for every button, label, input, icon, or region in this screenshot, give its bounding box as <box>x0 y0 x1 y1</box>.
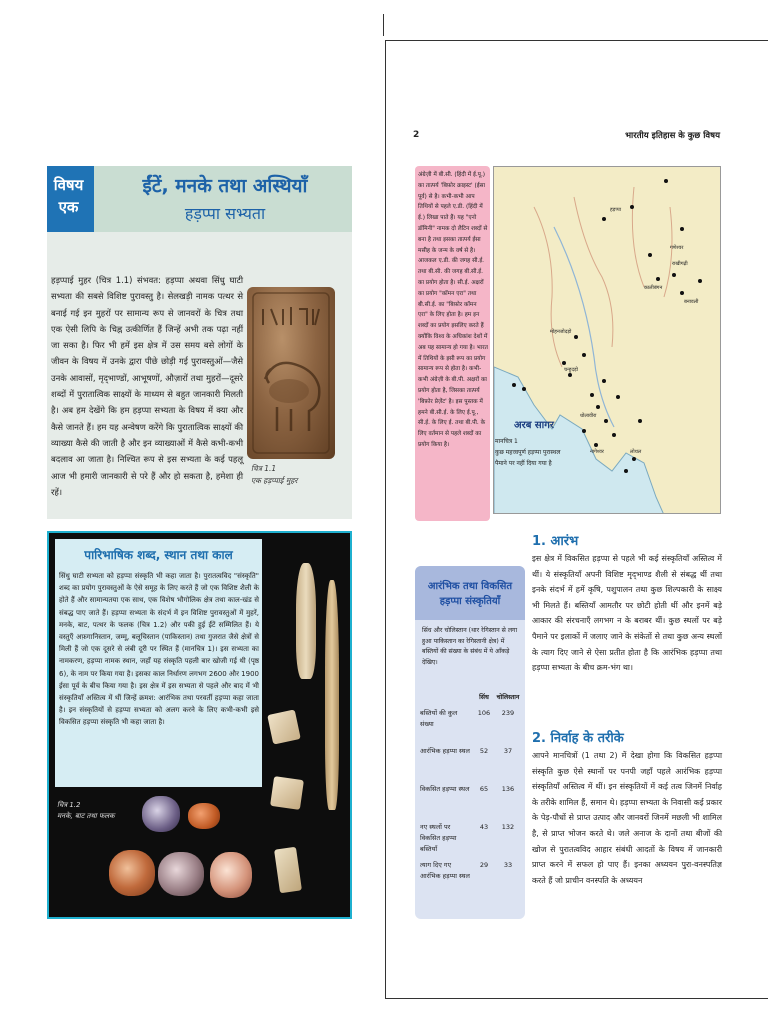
table-header: सिंध <box>479 694 489 701</box>
table-row-label: विकसित हड़प्पा स्थल <box>420 785 470 793</box>
table-cell-sindh: 65 <box>479 785 489 793</box>
harappan-seal-image <box>247 287 335 459</box>
stone-weight-image <box>270 776 304 810</box>
table-cell-sindh: 29 <box>479 861 489 869</box>
table-cell-cholistan: 132 <box>501 823 515 831</box>
page-number: 2 <box>413 130 420 140</box>
bead-image <box>210 852 252 898</box>
seal-caption <box>251 463 331 487</box>
map-label-dholavira: धोलावीरा <box>580 413 597 419</box>
section-1-paragraph: इस क्षेत्र में विकसित हड़प्पा से पहले भी कई संस्कृतियाँ अस्तित्व में थीं। ये संस्कृतियाँ अपनी विशिष्ट मृद्‌भाण्ड शैली से संबद्ध थीं तथा इनके संदर्भ में हमें कृषि, पशुपालन तथा कुछ शिल्पकारी के साक्ष्य भी मिलते हैं। बस्तियाँ आमतौर पर छोटी होती थीं और इनमें बड़े आकार की संरचनाएँ लगभग न के बराबर थीं। कुछ स्थलों पर बड़े पैमाने पर इलाकों में जलाए जाने के संकेतों से तथा कुछ अन्य स्थलों के त्याग दिए जाने से ऐसा प्रतीत होता है कि आरंभिक हड़प्पा तथा हड़प्पा सभ्यता के बीच क्रम-भंग था। <box>532 554 722 673</box>
bead-image <box>142 796 180 832</box>
stone-blade-image <box>325 580 339 810</box>
map-sea-label: अरब सागर <box>514 420 554 431</box>
bead-image <box>109 850 155 896</box>
table-cell-sindh: 52 <box>479 747 489 755</box>
bead-image <box>158 852 204 896</box>
terms-box-title: पारिभाषिक शब्द, स्थान तथा काल <box>84 548 233 562</box>
seal-caption-number: चित्र 1.1 <box>251 464 277 473</box>
table-row <box>420 708 520 746</box>
intro-paragraph: हड़प्पाई मुहर (चित्र 1.1) संभवत: हड़प्पा अथवा सिंधु घाटी सभ्यता की सबसे विशिष्ट पुरावस्तु है। सेलखड़ी नामक पत्थर से बनाई गई इन मुहरों पर सामान्य रूप से जानवरों के चित्र तथा एक ऐसी लिपि के चिह्न उत्कीर्णित हैं जिन्हें अभी तक पढ़ा नहीं जा सका है। फिर भी हमें इस क्षेत्र में उस समय बसे लोगों के जीवन के विषय में उनके द्वारा पीछे छोड़ी गई पुरावस्तुओं—जैसे उनके आवासों, मृद्‌भाण्डों, आभूषणों, औज़ारों तथा मुहरों—दूसरे शब्दों में पुरातात्विक साक्ष्यों के माध्यम से बहुत जानकारी मिलती है। अब हम देखेंगे कि हम हड़प्पा सभ्यता के विषय में क्या और कैसे जानते हैं। हम यह अन्वेषण करेंगे कि पुरातात्विक साक्ष्यों की व्याख्या कैसे की जाती है और इन व्याख्याओं में कैसे कभी-कभी बदलाव आ जाता है। निश्चित रूप से इस सभ्यता के कई पहलू आज भी हमारी जानकारी से परे हैं और हो सकता है, हमेशा ही रहें। <box>51 275 243 497</box>
table-cell-cholistan: 136 <box>501 785 515 793</box>
running-head: भारतीय इतिहास के कुछ विषय <box>625 131 720 141</box>
beads-caption-number: चित्र 1.2 <box>57 801 81 809</box>
page-divider-tick <box>383 14 384 36</box>
table-row-label: आरंभिक हड़प्पा स्थल <box>420 747 470 755</box>
table-cell-sindh: 106 <box>477 709 491 717</box>
table-cell-cholistan: 239 <box>501 709 515 717</box>
stone-weight-image <box>267 709 301 744</box>
settlements-table <box>420 692 520 898</box>
table-cell-sindh: 43 <box>479 823 489 831</box>
page-border-top <box>385 40 768 41</box>
page-border-bottom <box>385 998 768 999</box>
table-row <box>420 860 520 898</box>
section-2-heading: 2. निर्वाह के तरीके <box>532 731 624 746</box>
table-header <box>420 692 472 708</box>
bead-image <box>188 803 220 829</box>
table-header-row <box>420 692 520 708</box>
settlements-side-box-intro: सिंध और चोलिस्तान (थार रेगिस्तान से लगा हुआ पाकिस्तान का रेगिस्तानी क्षेत्र) में बस्तियों की संख्या के संबंध में ये आँकड़े देखिए। <box>422 627 518 666</box>
date-notation-note-text: अंग्रेज़ी में बी.सी. (हिंदी में ई.पू.) का तात्पर्य 'बिफ़ोर क्राइस्ट' (ईसा पूर्व) से है। कभी-कभी आप तिथियों से पहले ए.डी. (हिंदी में ई.) लिखा पाते हैं। यह "एनो डॉमिनी" नामक दो लैटिन शब्दों से बना है तथा इसका तात्पर्य ईसा मसीह के जन्म के वर्ष से है। आजकल ए.डी. की जगह सी.ई. तथा बी.सी. की जगह बी.सी.ई. का प्रयोग होता है। सी.ई. अक्षरों का प्रयोग "कॉमन एरा" तथा बी.सी.ई. का "बिफ़ोर कॉमन एरा" के लिए होता है। हम इन शब्दों का प्रयोग इसलिए करते हैं क्योंकि विश्व के अधिकांश देशों में अब यह सामान्य हो गया है। भारत में तिथियों के इसी रूप का प्रयोग सामान्य रूप से होता है। कभी-कभी अंग्रेज़ी के बी.पी. अक्षरों का प्रयोग होता है, जिसका तात्पर्य 'बिफ़ोर प्रेज़ेंट' है। इस पुस्तक में हमने बी.सी.ई. के लिए ई.पू., सी.ई. के लिए ई. तथा बी.पी. के लिए वर्तमान से पहले शब्दों का प्रयोग किया है। <box>418 172 488 448</box>
table-row-label: त्याग दिए गए आरंभिक हड़प्पा स्थल <box>420 861 470 880</box>
map-caption-number: मानचित्र 1 <box>495 438 518 445</box>
table-cell-cholistan: 33 <box>503 861 513 869</box>
map-label-banawali: बनावली <box>684 299 699 305</box>
section-1-heading: 1. आरंभ <box>532 534 579 549</box>
table-header: चोलिस्तान <box>496 694 520 701</box>
chapter-label <box>47 166 90 232</box>
map-label-chanhudaro: चन्हुदड़ो <box>564 367 578 373</box>
beads-caption <box>57 800 137 822</box>
chapter-label-line2: एक <box>58 198 79 216</box>
beads-caption-text: मनके, बाट तथा फलक <box>57 812 115 820</box>
chapter-subtitle: हड़प्पा सभ्यता <box>184 204 266 223</box>
map-scale-note: पैमाने पर नहीं दिया गया है <box>495 460 552 467</box>
stone-blade-image <box>296 563 316 679</box>
table-cell-cholistan: 37 <box>503 747 513 755</box>
chapter-title: ईंटें, मनके तथा अस्थियाँ <box>142 175 308 197</box>
map-label-kalibangan: कालीबंगन <box>644 285 663 291</box>
seal-caption-text: एक हड़प्पाई मुहर <box>251 476 298 485</box>
section-2-paragraph: आपने मानचित्रों (1 तथा 2) में देखा होगा कि विकसित हड़प्पा संस्कृति कुछ ऐसे स्थानों पर पनपी जहाँ पहले आरंभिक हड़प्पा संस्कृतियाँ अस्तित्व में थीं। इन संस्कृतियों में कई तत्व जिनमें निर्वाह के तरीके शामिल हैं, समान थे। हड़प्पा सभ्यता के निवासी कई प्रकार के पेड़-पौधों से प्राप्त उत्पाद और जानवरों जिनमें मछली भी शामिल है, से प्राप्त भोजन करते थे। जले अनाज के दानों तथा बीजों की खोज से पुरातत्वविद आहार संबंधी आदतों के विषय में जानकारी प्राप्त करने में सफल हो पाए हैं। इनका अध्ययन पुरा-वनस्पतिज्ञ करते हैं जो प्राचीन वनस्पति के अध्ययन <box>532 751 722 885</box>
map-label-lothal: लोथल <box>630 449 642 455</box>
page-border-left <box>385 40 386 998</box>
terms-box-text: सिंधु घाटी सभ्यता को हड़प्पा संस्कृति भी कहा जाता है। पुरातत्वविद "संस्कृति" शब्द का प्रयोग पुरावस्तुओं के ऐसे समूह के लिए करते हैं जो एक विशिष्ट शैली के होते हैं और सामान्यतया एक साथ, एक विशेष भौगोलिक क्षेत्र तथा काल-खंड से संबद्ध पाए जाते हैं। हड़प्पा सभ्यता के संदर्भ में इन विशिष्ट पुरावस्तुओं में मुहरें, मनके, बाट, पत्थर के फलक (चित्र 1.2) और पकी हुई ईंटें सम्मिलित हैं। ये वस्तुएँ अफ़गानिस्तान, जम्मू, बलूचिस्तान (पाकिस्तान) तथा गुजरात जैसे क्षेत्रों से मिली हैं जो एक दूसरे से लंबी दूरी पर स्थित हैं (मानचित्र 1)। इस सभ्यता का नामकरण, हड़प्पा नामक स्थान, जहाँ यह संस्कृति पहली बार खोजी गई थी (पृष्ठ 6), के नाम पर किया गया है। इसका काल निर्धारण लगभग 2600 और 1900 ईसा पूर्व के बीच किया गया है। इस क्षेत्र में इस सभ्यता से पहले और बाद में भी संस्कृतियाँ अस्तित्व में थीं जिन्हें क्रमश: आरंभिक तथा परवर्ती हड़प्पा कहा जाता है। इन संस्कृतियों से हड़प्पा सभ्यता को अलग करने के लिए कभी-कभी इसे विकसित हड़प्पा संस्कृति भी कहा जाता है। <box>59 572 259 727</box>
table-row <box>420 746 520 784</box>
table-row-label: बस्तियों की कुल संख्या <box>420 709 458 728</box>
map-caption-text: कुछ महत्त्वपूर्ण हड़प्पा पुरास्थल <box>495 449 561 456</box>
table-row <box>420 822 520 860</box>
map-label-mohenjodaro: मोहनजोदड़ो <box>550 329 572 335</box>
chapter-label-line1: विषय <box>53 176 84 194</box>
map-label-nageshwar: नागेश्वर <box>590 449 604 455</box>
map-label-harappa: हड़प्पा <box>610 207 622 213</box>
map-label-ganeshwar: गणेश्वर <box>670 245 684 251</box>
map-caption <box>495 436 565 469</box>
table-row <box>420 784 520 822</box>
settlements-side-box-title: आरंभिक तथा विकसित हड़प्पा संस्कृतियाँ <box>427 581 513 607</box>
table-row-label: नए स्थलों पर विकसित हड़प्पा बस्तियाँ <box>420 823 457 853</box>
map-label-rakhigarhi: राखीगढ़ी <box>672 261 688 267</box>
